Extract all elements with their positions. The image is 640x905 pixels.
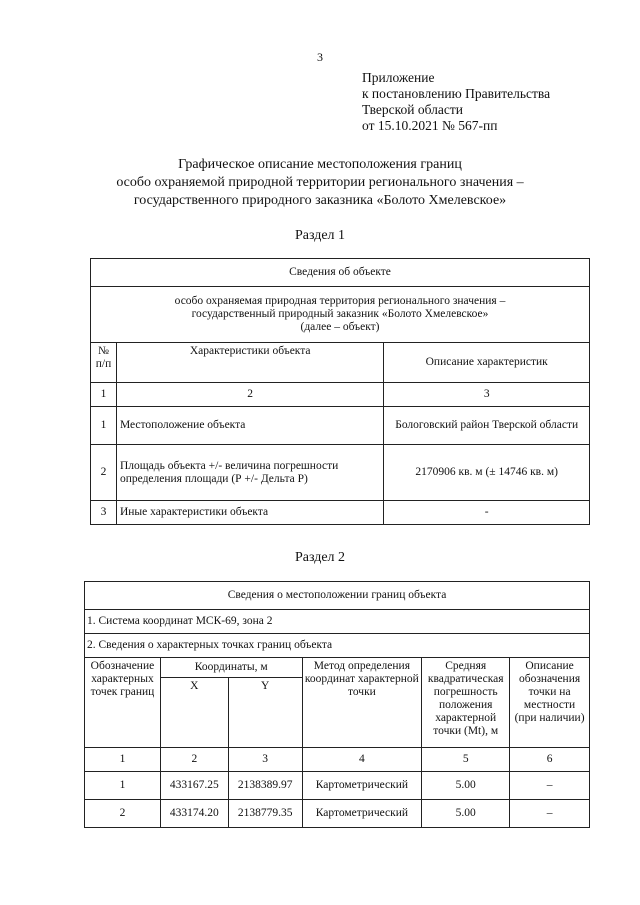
header-error: Средняя квадратическая погрешность положения характерной точки (Mt), м: [422, 658, 510, 748]
col-number: 5: [422, 748, 510, 772]
header-x: X: [160, 678, 228, 748]
header-point-description: Описание обозначения точки на местности (при наличии): [510, 658, 590, 748]
appendix-line: Приложение: [362, 70, 435, 85]
object-description: [91, 287, 590, 343]
point-description: –: [510, 800, 590, 828]
table-row: [85, 772, 590, 800]
object-desc-line: (далее – объект): [300, 321, 380, 333]
appendix-line: Тверской области: [362, 102, 463, 117]
title-line: Графическое описание местоположения границ: [178, 157, 462, 172]
col-number: 4: [302, 748, 422, 772]
row-num: 3: [91, 501, 117, 525]
header-designation: Обозначение характерных точек границ: [85, 658, 161, 748]
section1-heading: Раздел 1: [294, 228, 346, 243]
point-y: 2138389.97: [228, 772, 302, 800]
table-title: Сведения об объекте: [91, 259, 590, 287]
appendix-line: к постановлению Правительства: [362, 86, 551, 101]
point-mt: 5.00: [422, 772, 510, 800]
object-info-table: [90, 258, 590, 525]
row-num: 2: [91, 445, 117, 501]
coordinate-system: 1. Система координат МСК-69, зона 2: [85, 610, 590, 634]
table-row: [91, 445, 590, 501]
appendix-block: [362, 70, 550, 134]
object-desc-line: особо охраняемая природная территория регионального значения –: [174, 295, 506, 307]
document-title: [0, 156, 640, 210]
row-characteristic: Площадь объекта +/- величина погрешности определения площади (Р +/- Дельта Р): [116, 445, 383, 501]
point-mt: 5.00: [422, 800, 510, 828]
col-number: 2: [160, 748, 228, 772]
point-method: Картометрический: [302, 772, 422, 800]
table-row: [91, 407, 590, 445]
col-number: 2: [116, 383, 383, 407]
row-description: Бологовский район Тверской области: [384, 407, 590, 445]
header-num: № п/п: [91, 343, 117, 383]
row-description: -: [384, 501, 590, 525]
row-description: 2170906 кв. м (± 14746 кв. м): [384, 445, 590, 501]
table-row: [91, 501, 590, 525]
appendix-line: от 15.10.2021 № 567-пп: [362, 118, 498, 133]
point-id: 1: [85, 772, 161, 800]
page-number: 3: [317, 50, 323, 64]
header-y: Y: [228, 678, 302, 748]
col-number: 1: [91, 383, 117, 407]
point-y: 2138779.35: [228, 800, 302, 828]
table-title: Сведения о местоположении границ объекта: [85, 582, 590, 610]
header-description: Описание характеристик: [384, 343, 590, 383]
section2-heading: Раздел 2: [294, 550, 346, 565]
points-title: 2. Сведения о характерных точках границ объекта: [85, 634, 590, 658]
object-desc-line: государственный природный заказник «Болото Хмелевское»: [191, 308, 489, 320]
row-num: 1: [91, 407, 117, 445]
title-line: особо охраняемой природной территории регионального значения –: [116, 175, 524, 190]
boundary-points-table: [84, 581, 590, 828]
point-description: –: [510, 772, 590, 800]
col-number: 6: [510, 748, 590, 772]
point-method: Картометрический: [302, 800, 422, 828]
table-row: [85, 800, 590, 828]
row-characteristic: Местоположение объекта: [116, 407, 383, 445]
point-id: 2: [85, 800, 161, 828]
point-x: 433174.20: [160, 800, 228, 828]
col-number: 3: [228, 748, 302, 772]
header-method: Метод определения координат характерной точки: [302, 658, 422, 748]
col-number: 3: [384, 383, 590, 407]
row-characteristic: Иные характеристики объекта: [116, 501, 383, 525]
header-characteristic: Характеристики объекта: [116, 343, 383, 383]
col-number: 1: [85, 748, 161, 772]
title-line: государственного природного заказника «Болото Хмелевское»: [133, 193, 507, 208]
point-x: 433167.25: [160, 772, 228, 800]
header-coordinates: Координаты, м: [160, 658, 302, 678]
